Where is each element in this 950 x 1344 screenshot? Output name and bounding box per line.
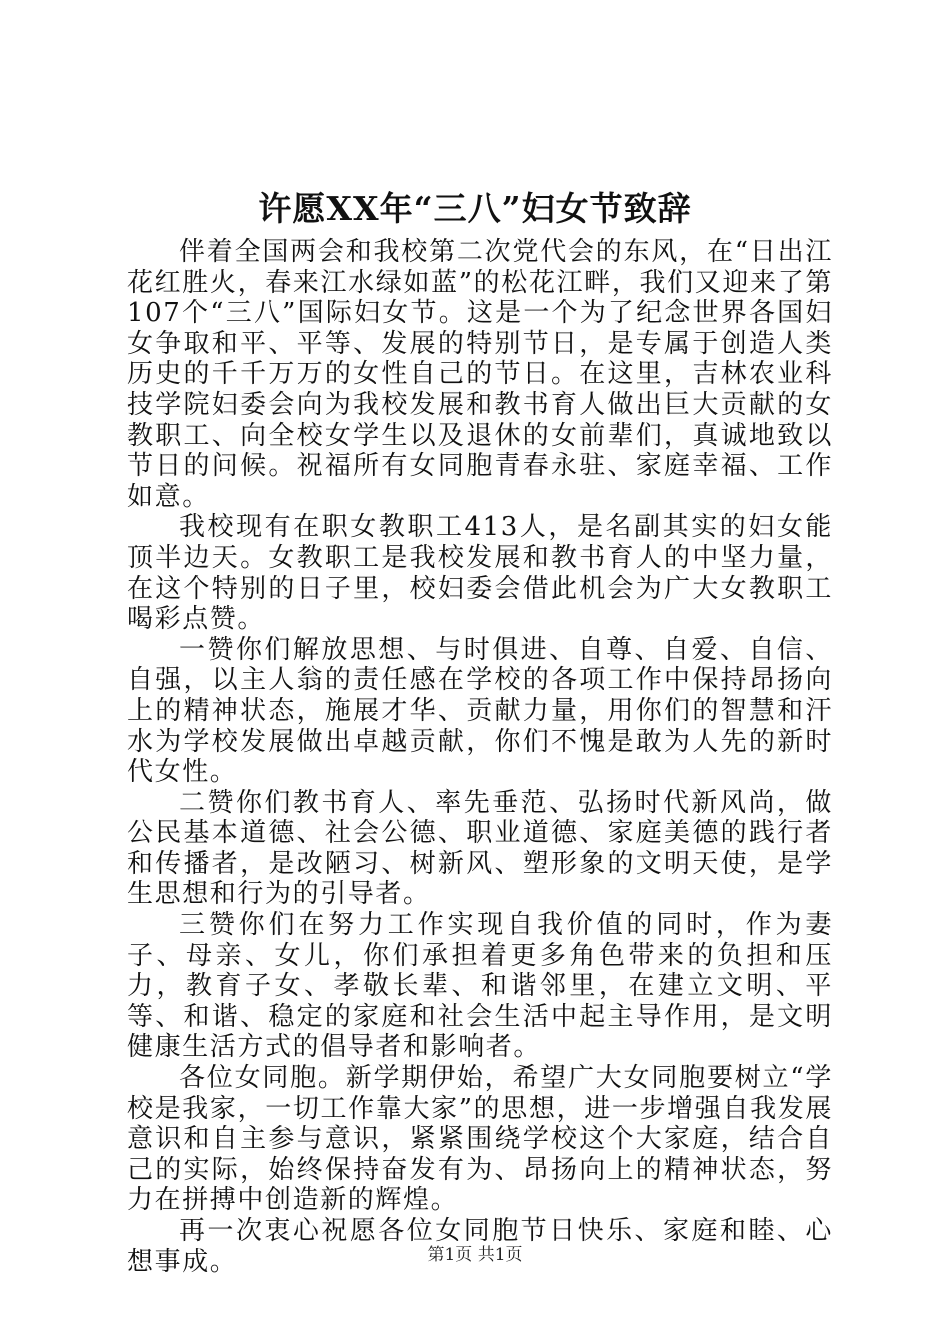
paragraph: 我校现有在职女教职工413人，是名副其实的妇女能顶半边天。女教职工是我校发展和教书育人的中坚力量，在这个特别的日子里，校妇委会借此机会为广大女教职工喝彩点赞。 [127, 512, 833, 635]
paragraph: 伴着全国两会和我校第二次党代会的东风，在“日出江花红胜火，春来江水绿如蓝”的松花江畔，我们又迎来了第107个“三八”国际妇女节。这是一个为了纪念世界各国妇女争取和平、平等、发展的特别节日，是专属于创造人类历史的千千万万的女性自己的节日。在这里，吉林农业科技学院妇委会向为我校发展和教书育人做出巨大贡献的女教职工、向全校女学生以及退休的女前辈们，真诚地致以节日的问候。祝福所有女同胞青春永驻、家庭幸福、工作如意。 [127, 237, 833, 512]
document-title: 许愿XX年“三八”妇女节致辞 [258, 189, 692, 228]
document-body [127, 237, 833, 1277]
page-footer: 第1页 共1页 [427, 1245, 523, 1265]
paragraph: 一赞你们解放思想、与时俱进、自尊、自爱、自信、自强，以主人翁的责任感在学校的各项工作中保持昂扬向上的精神状态，施展才华、贡献力量，用你们的智慧和汗水为学校发展做出卓越贡献，你们不愧是敢为人先的新时代女性。 [127, 634, 833, 788]
paragraph: 三赞你们在努力工作实现自我价值的同时，作为妻子、母亲、女儿，你们承担着更多角色带来的负担和压力，教育子女、孝敬长辈、和谐邻里，在建立文明、平等、和谐、稳定的家庭和社会生活中起主导作用，是文明健康生活方式的倡导者和影响者。 [127, 910, 833, 1063]
paragraph: 各位女同胞。新学期伊始，希望广大女同胞要树立“学校是我家，一切工作靠大家”的思想，进一步增强自我发展意识和自主参与意识，紧紧围绕学校这个大家庭，结合自己的实际，始终保持奋发有为、昂扬向上的精神状态，努力在拼搏中创造新的辉煌。 [127, 1063, 833, 1216]
paragraph: 二赞你们教书育人、率先垂范、弘扬时代新风尚，做公民基本道德、社会公德、职业道德、家庭美德的践行者和传播者，是改陋习、树新风、塑形象的文明天使，是学生思想和行为的引导者。 [127, 787, 833, 910]
paragraph: 再一次衷心祝愿各位女同胞节日快乐、家庭和睦、心想事成。 [127, 1216, 833, 1277]
